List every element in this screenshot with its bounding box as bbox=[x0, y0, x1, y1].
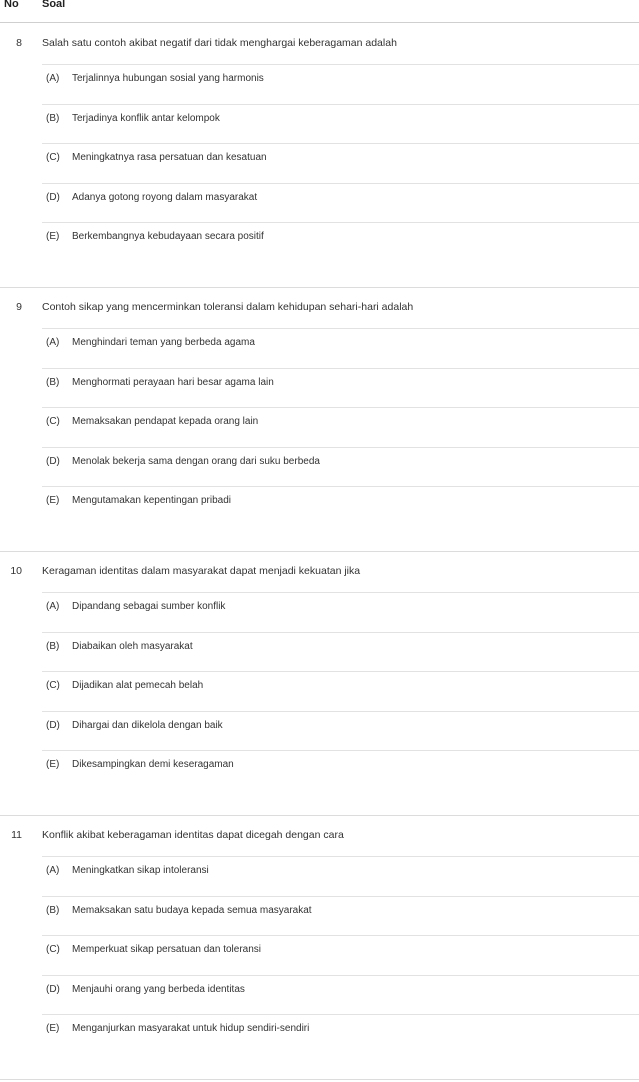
option-letter: (E) bbox=[46, 231, 60, 243]
option-text: Mengutamakan kepentingan pribadi bbox=[72, 495, 231, 507]
option-text: Diabaikan oleh masyarakat bbox=[72, 640, 193, 652]
option-text: Memperkuat sikap persatuan dan toleransi bbox=[72, 944, 261, 956]
question-row-8 bbox=[0, 23, 639, 288]
column-header-no: No bbox=[4, 0, 19, 10]
option-a[interactable] bbox=[42, 856, 639, 896]
option-list bbox=[42, 328, 639, 526]
option-text: Menghormati perayaan hari besar agama lain bbox=[72, 376, 274, 388]
option-letter: (A) bbox=[46, 337, 60, 348]
option-b[interactable] bbox=[42, 104, 639, 144]
option-text: Memaksakan pendapat kepada orang lain bbox=[72, 416, 259, 428]
question-row-11 bbox=[0, 815, 639, 1080]
option-text: Terjadinya konflik antar kelompok bbox=[72, 112, 220, 124]
option-b[interactable] bbox=[42, 632, 639, 672]
option-text: Menganjurkan masyarakat untuk hidup sendiri-sendiri bbox=[72, 1023, 310, 1035]
option-text: Menjauhi orang yang berbeda identitas bbox=[72, 983, 245, 995]
question-row-9 bbox=[0, 287, 639, 552]
option-b[interactable] bbox=[42, 896, 639, 936]
question-text: Konflik akibat keberagaman identitas dapat dicegah dengan cara bbox=[42, 829, 344, 841]
option-d[interactable] bbox=[42, 183, 639, 223]
option-e[interactable] bbox=[42, 222, 639, 262]
option-text: Adanya gotong royong dalam masyarakat bbox=[72, 191, 258, 203]
question-row-10 bbox=[0, 551, 639, 816]
question-text: Contoh sikap yang mencerminkan toleransi dalam kehidupan sehari-hari adalah bbox=[42, 301, 414, 313]
option-c[interactable] bbox=[42, 143, 639, 183]
option-letter: (C) bbox=[46, 944, 60, 956]
option-text: Dipandang sebagai sumber konflik bbox=[72, 601, 226, 612]
option-letter: (A) bbox=[46, 865, 60, 876]
option-letter: (E) bbox=[46, 759, 60, 771]
question-number: 8 bbox=[16, 37, 22, 49]
option-letter: (D) bbox=[46, 983, 60, 995]
option-text: Menghindari teman yang berbeda agama bbox=[72, 337, 255, 348]
option-text: Meningkatkan sikap intoleransi bbox=[72, 865, 209, 876]
option-a[interactable] bbox=[42, 592, 639, 632]
option-e[interactable] bbox=[42, 486, 639, 526]
option-letter: (E) bbox=[46, 495, 60, 507]
option-d[interactable] bbox=[42, 975, 639, 1015]
option-c[interactable] bbox=[42, 935, 639, 975]
option-list bbox=[42, 64, 639, 262]
option-text: Memaksakan satu budaya kepada semua masyarakat bbox=[72, 904, 312, 916]
option-letter: (A) bbox=[46, 73, 60, 84]
question-number: 11 bbox=[11, 829, 22, 841]
option-d[interactable] bbox=[42, 711, 639, 751]
option-text: Dihargai dan dikelola dengan baik bbox=[72, 719, 223, 731]
option-letter: (C) bbox=[46, 152, 60, 164]
option-letter: (B) bbox=[46, 640, 60, 652]
option-letter: (D) bbox=[46, 191, 60, 203]
option-letter: (B) bbox=[46, 904, 60, 916]
question-text: Keragaman identitas dalam masyarakat dapat menjadi kekuatan jika bbox=[42, 565, 361, 577]
option-letter: (D) bbox=[46, 455, 60, 467]
option-c[interactable] bbox=[42, 407, 639, 447]
option-letter: (A) bbox=[46, 601, 60, 612]
option-a[interactable] bbox=[42, 64, 639, 104]
option-b[interactable] bbox=[42, 368, 639, 408]
option-d[interactable] bbox=[42, 447, 639, 487]
option-letter: (B) bbox=[46, 376, 60, 388]
option-list bbox=[42, 592, 639, 790]
option-a[interactable] bbox=[42, 328, 639, 368]
option-text: Dikesampingkan demi keseragaman bbox=[72, 759, 234, 771]
option-e[interactable] bbox=[42, 1014, 639, 1054]
option-e[interactable] bbox=[42, 750, 639, 790]
option-text: Berkembangnya kebudayaan secara positif bbox=[72, 231, 264, 243]
option-letter: (D) bbox=[46, 719, 60, 731]
option-letter: (C) bbox=[46, 416, 60, 428]
option-text: Dijadikan alat pemecah belah bbox=[72, 680, 204, 692]
column-header-soal: Soal bbox=[42, 0, 66, 10]
question-number: 10 bbox=[10, 565, 22, 577]
table-header bbox=[0, 0, 639, 23]
option-text: Terjalinnya hubungan sosial yang harmonis bbox=[72, 73, 264, 84]
option-letter: (B) bbox=[46, 112, 60, 124]
option-c[interactable] bbox=[42, 671, 639, 711]
option-list bbox=[42, 856, 639, 1054]
question-text: Salah satu contoh akibat negatif dari tidak menghargai keberagaman adalah bbox=[42, 37, 397, 49]
option-text: Meningkatnya rasa persatuan dan kesatuan bbox=[72, 152, 267, 164]
question-number: 9 bbox=[16, 301, 22, 313]
option-text: Menolak bekerja sama dengan orang dari suku berbeda bbox=[72, 455, 320, 467]
option-letter: (E) bbox=[46, 1023, 60, 1035]
option-letter: (C) bbox=[46, 680, 60, 692]
